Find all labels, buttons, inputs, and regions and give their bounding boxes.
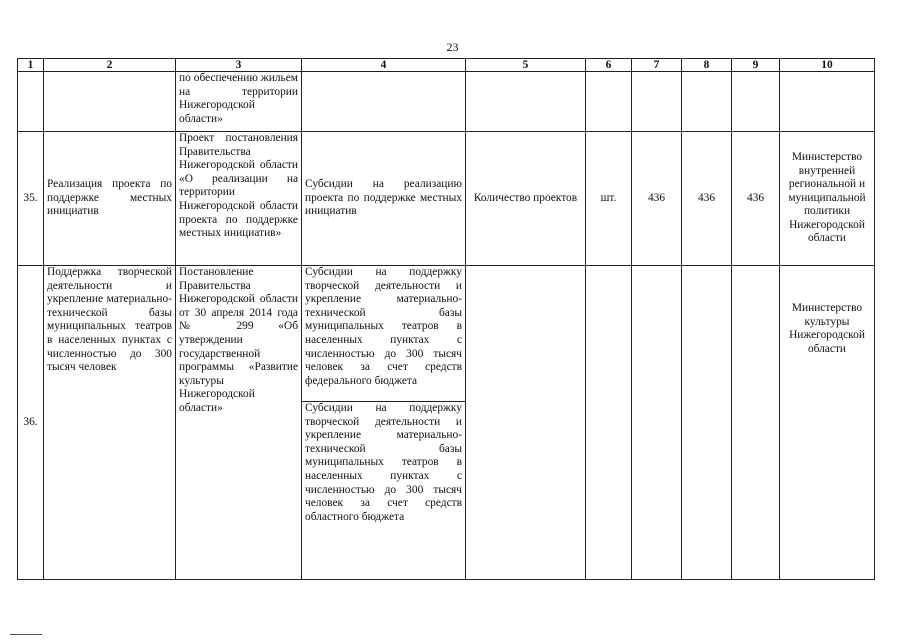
document-cell: Постановление Правительства Нижегородской области от 30 апреля 2014 года № 299 «Об утверждении государственной программы «Развитие культуры Нижегородской области»	[176, 266, 302, 580]
indicator-cell: Количество проектов	[466, 132, 586, 266]
responsible-cell: Министерство внутренней региональной и муниципальной политики Нижегородской области	[780, 132, 875, 266]
table-row-35	[18, 132, 875, 266]
program-table	[17, 58, 875, 580]
header-cell: 3	[176, 59, 302, 72]
unit-cell: шт.	[586, 132, 632, 266]
document-cell: по обеспечению жильем на территории Нижегородской области»	[176, 72, 302, 132]
header-row	[18, 59, 875, 72]
page-number: 23	[446, 40, 459, 54]
measure-cell: Субсидии на реализацию проекта по поддержке местных инициатив	[302, 132, 466, 266]
row-number: 35.	[18, 132, 44, 266]
document-cell: Проект постановления Правительства Нижегородской области «О реализации на территории Нижегородской области проекта по поддержке местных инициатив»	[176, 132, 302, 266]
value-cell: 436	[682, 132, 732, 266]
event-name: Реализация проекта по поддержке местных инициатив	[44, 132, 176, 266]
table-row-continuation	[18, 72, 875, 132]
header-cell: 1	[18, 59, 44, 72]
footnote-line	[10, 634, 42, 635]
header-cell: 2	[44, 59, 176, 72]
value-cell: 436	[732, 132, 780, 266]
header-cell: 9	[732, 59, 780, 72]
measure-regional: Субсидии на поддержку творческой деятельности и укрепление материально-технической базы муниципальных театров в населенных пунктах с численностью до 300 тысяч человек за счет средств областного бюджета	[305, 402, 462, 523]
header-cell: 7	[632, 59, 682, 72]
header-cell: 10	[780, 59, 875, 72]
header-cell: 6	[586, 59, 632, 72]
measure-cell	[302, 266, 466, 580]
header-cell: 4	[302, 59, 466, 72]
header-cell: 8	[682, 59, 732, 72]
value-cell: 436	[632, 132, 682, 266]
header-cell: 5	[466, 59, 586, 72]
row-number: 36.	[18, 266, 44, 580]
event-name: Поддержка творческой деятельности и укрепление материально-технической базы муниципальных театров в населенных пунктах с численностью до 300 тысяч человек	[44, 266, 176, 580]
table-row-36	[18, 266, 875, 580]
responsible-cell: Министерство культуры Нижегородской области	[780, 266, 875, 580]
measure-federal: Субсидии на поддержку творческой деятельности и укрепление материально-технической базы муниципальных театров в населенных пунктах с численностью до 300 тысяч человек за счет средств федерального бюджета	[302, 266, 465, 402]
